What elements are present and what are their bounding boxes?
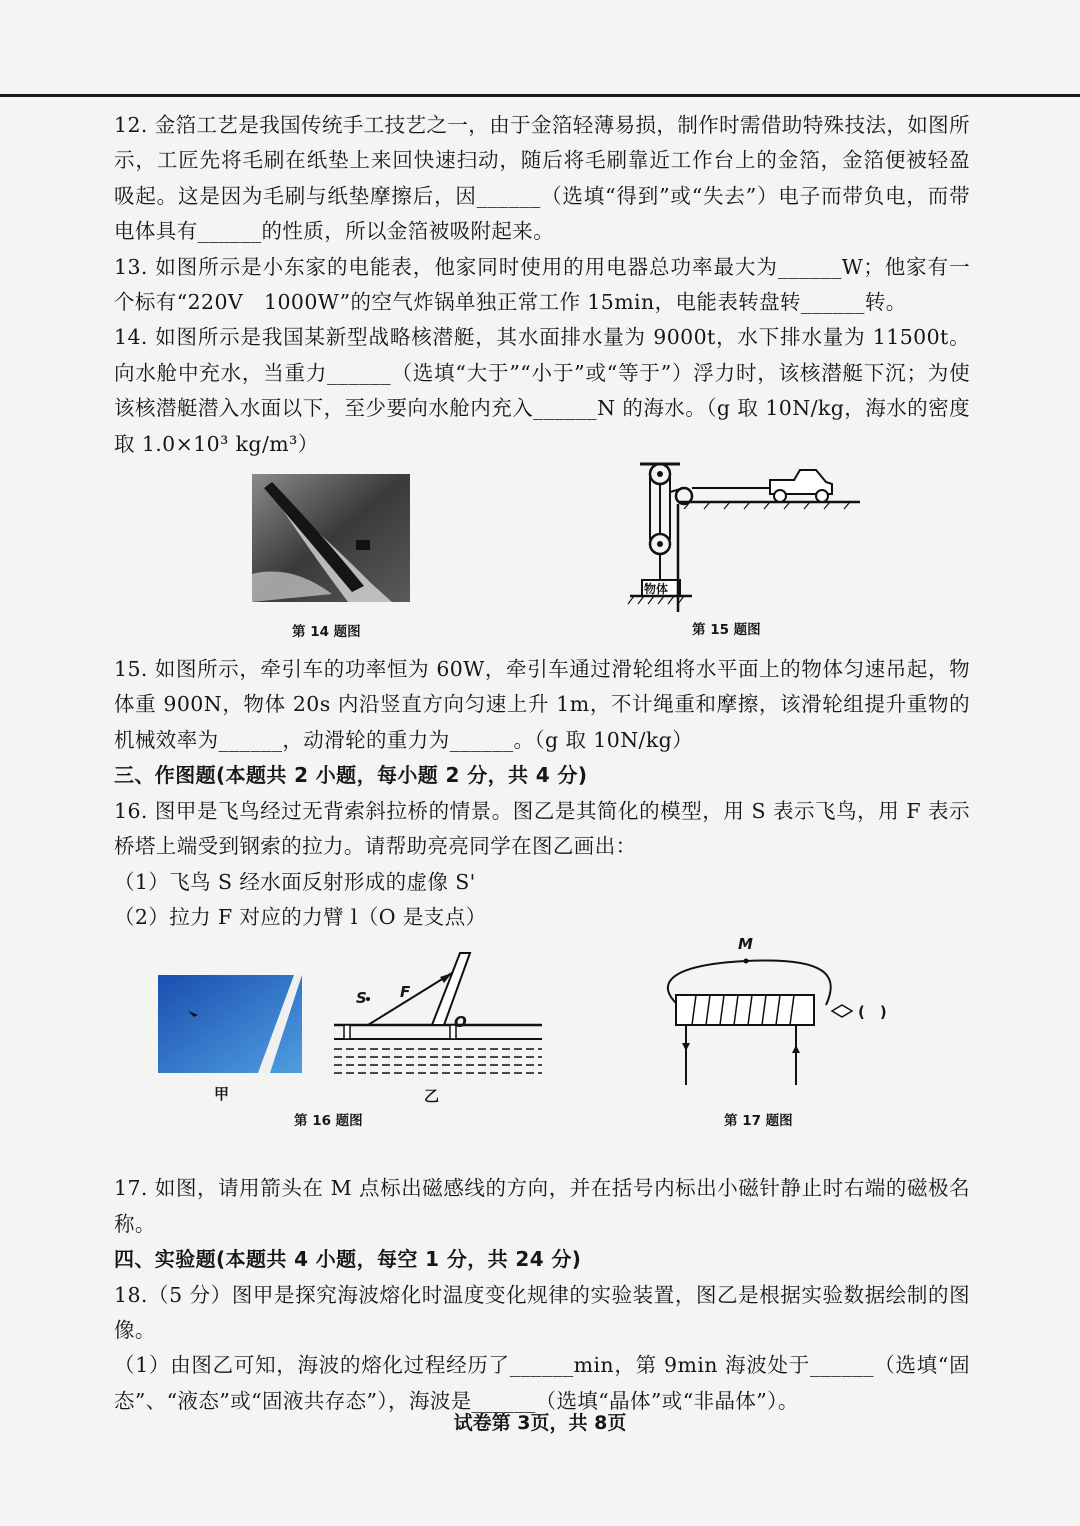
question-17: 17. 如图，请用箭头在 M 点标出磁感线的方向，并在括号内标出小磁针静止时右端的磁极名称。 — [114, 1176, 970, 1236]
section-4-heading: 四、实验题(本题共 4 小题，每空 1 分，共 24 分) — [114, 1247, 582, 1272]
caption-fig16: 第 16 题图 — [294, 1113, 363, 1130]
object-label: 物体 — [644, 582, 669, 597]
question-15: 15. 如图所示，牵引车的功率恒为 60W，牵引车通过滑轮组将水平面上的物体匀速吊起，物体重 900N，物体 20s 内沿竖直方向匀速上升 1m，不计绳重和摩擦，该滑轮组提升重物的机械效率为______，动滑轮的重力为______。（g 取 10N/kg） — [114, 657, 970, 752]
question-18: 18.（5 分）图甲是探究海波熔化时温度变化规律的实验装置，图乙是根据实验数据绘制的图像。 — [114, 1282, 970, 1342]
page-footer: 试卷第 3页，共 8页 — [453, 1412, 627, 1434]
figure-row-14-15 — [114, 462, 970, 652]
question-12: 12. 金箔工艺是我国传统手工技艺之一，由于金箔轻薄易损，制作时需借助特殊技法，如图所示，工匠先将毛刷在纸垫上来回快速扫动，随后将毛刷靠近工作台上的金箔，金箔便被轻盈吸起。这是因为毛刷与纸垫摩擦后，因______（选填“得到”或“失去”）电子而带负电，而带电体具有______的性质，所以金箔被吸附起来。 — [114, 113, 970, 244]
label-jia: 甲 — [214, 1085, 230, 1104]
caption-fig17: 第 17 题图 — [724, 1113, 793, 1130]
caption-fig14: 第 14 题图 — [292, 624, 361, 641]
question-14: 14. 如图所示是我国某新型战略核潜艇，其水面排水量为 9000t，水下排水量为 11500t。向水舱中充水，当重力______（选填“大于”“小于”或“等于”）浮力时，该核潜艇下沉；为使该核潜艇潜入水面以下，至少要向水舱内充入______N 的海水。（g 取 10N/kg，海水的密度取 1.0×10³ kg/m³） — [114, 325, 970, 456]
exam-content — [114, 108, 970, 1419]
label-F: F — [400, 983, 411, 1002]
label-S: S — [356, 989, 367, 1008]
section-3-heading: 三、作图题(本题共 2 小题，每小题 2 分，共 4 分) — [114, 763, 588, 788]
figure-row-16-17 — [114, 935, 970, 1171]
label-M: M — [738, 935, 753, 954]
question-16-part-1: （1）飞鸟 S 经水面反射形成的虚像 S' — [114, 869, 476, 894]
bridge-model-diagram — [328, 953, 544, 1083]
question-18-part-1: （1）由图乙可知，海波的熔化过程经历了______min，第 9min 海波处于______（选填“固态”、“液态”或“固液共存态”），海波是______（选填“晶体”或“非晶体”）。 — [114, 1353, 970, 1413]
question-16-part-2: （2）拉力 F 对应的力臂 l（O 是支点） — [114, 904, 487, 929]
bridge-photo — [158, 975, 302, 1073]
top-rule — [0, 94, 1080, 97]
pole-bracket: ( ) — [858, 1003, 887, 1022]
submarine-photo — [252, 474, 410, 602]
question-16: 16. 图甲是飞鸟经过无背索斜拉桥的情景。图乙是其简化的模型，用 S 表示飞鸟，用 F 表示桥塔上端受到钢索的拉力。请帮助亮亮同学在图乙画出： — [114, 798, 970, 859]
label-yi: 乙 — [424, 1087, 440, 1106]
question-13: 13. 如图所示是小东家的电能表，他家同时使用的用电器总功率最大为______W；他家有一个标有“220V 1000W”的空气炸锅单独正常工作 15min，电能表转盘转______转。 — [114, 254, 970, 315]
solenoid-diagram — [656, 955, 906, 1095]
caption-fig15: 第 15 题图 — [692, 622, 761, 639]
label-O: O — [454, 1013, 467, 1032]
